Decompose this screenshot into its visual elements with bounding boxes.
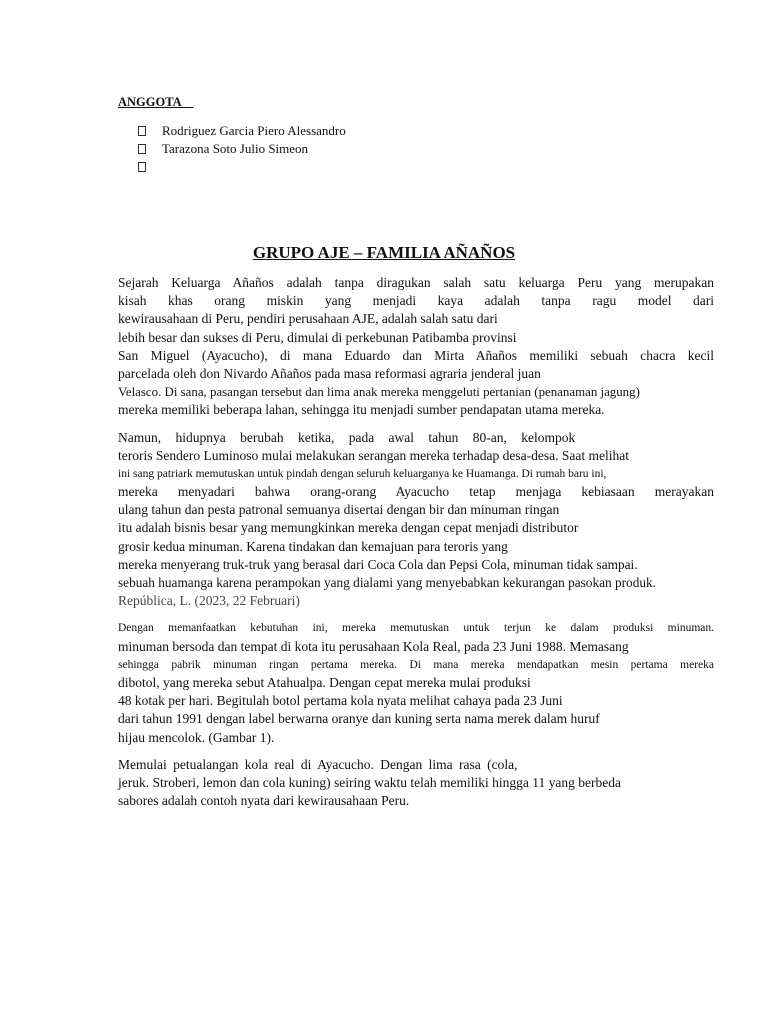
list-item [138,158,346,176]
text-line: sebuah huamanga karena perampokan yang dialami yang menyebabkan kekurangan pasokan produk. [118,575,656,590]
text-line: San Miguel (Ayacucho), di mana Eduardo dan Mirta Añaños memiliki sebuah chacra kecil [118,347,714,363]
member-name: Rodriguez Garcia Piero Alessandro [162,123,346,138]
paragraph-history [118,274,714,420]
text-line: Sejarah Keluarga Añaños adalah tanpa diragukan salah satu keluarga Peru yang merupakan [118,275,714,290]
text-line: mereka menyerang truk-truk yang berasal dari Coca Cola dan Pepsi Cola, minuman tidak sampai. [118,556,638,572]
member-name: Tarazona Soto Julio Simeon [162,141,309,156]
text-line: parcelada oleh don Nivardo Añaños pada masa reformasi agraria jenderal juan [118,365,541,381]
document-body [118,274,714,819]
text-line: minuman bersoda dan tempat di kota itu perusahaan Kola Real, pada 23 Juni 1988. Memasang [118,638,629,654]
text-line: sehingga pabrik minuman ringan pertama mereka. Di mana mereka mendapatkan mesin pertama mereka [118,658,714,671]
text-line: hijau mencolok. (Gambar 1). [118,729,275,745]
text-line: kisah khas orang miskin yang menjadi kaya adalah tanpa ragu model dari [118,293,714,309]
text-line: teroris Sendero Luminoso mulai melakukan serangan mereka terhadap desa-desa. Saat melihat [118,447,629,463]
text-line: itu adalah bisnis besar yang memungkinkan mereka dengan cepat menjadi distributor [118,520,579,536]
text-line: kewirausahaan di Peru, pendiri perusahaan AJE, adalah salah satu dari [118,311,498,327]
citation: República, L. (2023, 22 Februari) [118,593,300,609]
text-line: lebih besar dan sukses di Peru, dimulai di perkebunan Patibamba provinsi [118,329,517,345]
bullet-icon [138,144,146,154]
document-title: GRUPO AJE – FAMILIA AÑAÑOS [252,243,516,262]
text-line: Namun, hidupnya berubah ketika, pada awal tahun 80-an, kelompok [118,429,576,445]
text-line: Memulai petualangan kola real di Ayacucho. Dengan lima rasa (cola, [118,756,518,772]
bullet-icon [138,162,146,172]
text-line: 48 kotak per hari. Begitulah botol pertama kola nyata melihat cahaya pada 23 Juni [118,693,563,709]
text-line: Dengan memanfaatkan kebutuhan ini, mereka memutuskan untuk terjun ke dalam produksi minuman. [118,622,714,635]
text-line: grosir kedua minuman. Karena tindakan dan kemajuan para teroris yang [118,538,508,554]
bullet-icon [138,126,146,136]
paragraph-production [118,619,714,746]
text-line: ulang tahun dan pesta patronal semuanya disertai dengan bir dan minuman ringan [118,502,560,518]
text-line: Velasco. Di sana, pasangan tersebut dan lima anak mereka menggeluti pertanian (penanaman jagung) [118,385,640,400]
list-item [138,122,346,140]
text-line: dibotol, yang mereka sebut Atahualpa. Dengan cepat mereka mulai produksi [118,674,531,690]
members-heading: ANGGOTA [118,95,194,109]
paragraph-terrorism [118,429,714,611]
text-line: dari tahun 1991 dengan label berwarna oranye dan kuning serta nama merek dalam huruf [118,711,600,727]
text-line: jeruk. Stroberi, lemon dan cola kuning) seiring waktu telah memiliki hingga 11 yang berbeda [118,774,621,790]
text-line: mereka memiliki beberapa lahan, sehingga itu menjadi sumber pendapatan utama mereka. [118,402,605,418]
paragraph-flavors [118,756,714,811]
members-list [138,122,346,176]
list-item [138,140,346,158]
text-line: mereka menyadari bahwa orang-orang Ayacucho tetap menjaga kebiasaan merayakan [118,484,714,500]
text-line: ini sang patriark memutuskan untuk pindah dengan seluruh keluarganya ke Huamanga. Di rumah baru ini, [118,467,607,480]
text-line: sabores adalah contoh nyata dari kewirausahaan Peru. [118,793,410,809]
